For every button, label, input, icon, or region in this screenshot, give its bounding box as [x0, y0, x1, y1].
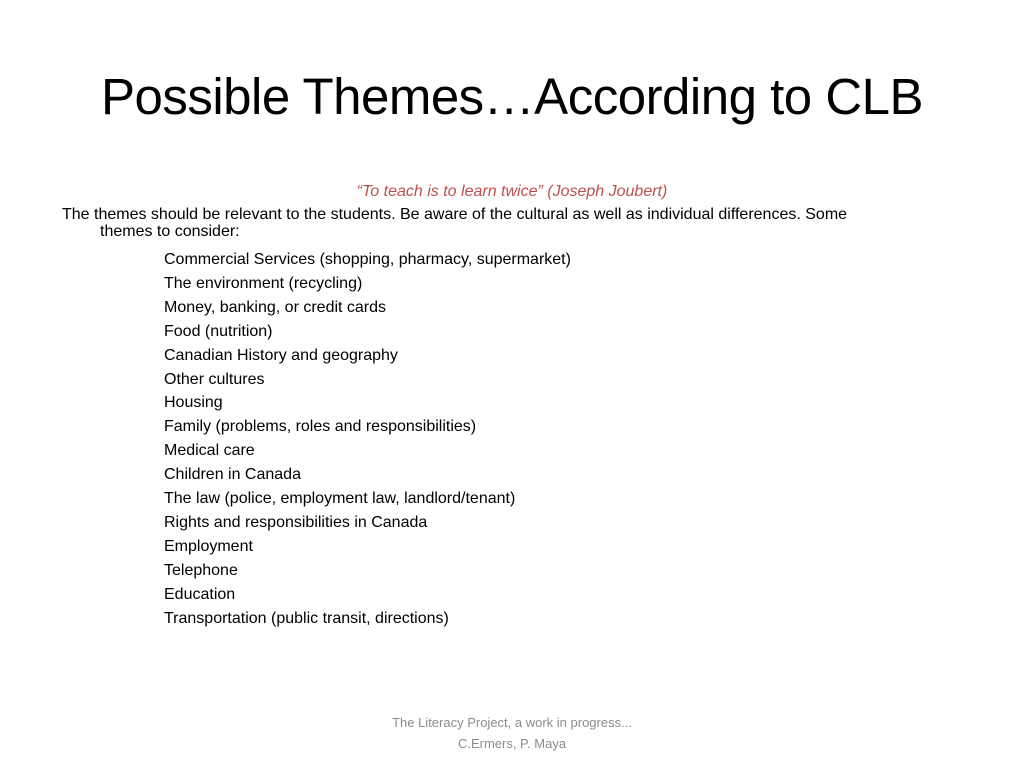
- theme-item: Telephone: [164, 561, 238, 579]
- slide-title: Possible Themes…According to CLB: [100, 68, 924, 125]
- theme-item: Transportation (public transit, directions): [164, 609, 449, 627]
- theme-item: Canadian History and geography: [164, 346, 398, 364]
- theme-item: Medical care: [164, 442, 255, 460]
- theme-item: Education: [164, 585, 236, 603]
- theme-item: The environment (recycling): [164, 274, 363, 292]
- theme-item: Children in Canada: [164, 466, 301, 484]
- themes-list: [164, 248, 571, 631]
- theme-item: Housing: [164, 394, 223, 412]
- theme-item: Employment: [164, 537, 253, 555]
- intro-line-1: The themes should be relevant to the students. Be aware of the cultural as well as individual differences. Some: [62, 206, 848, 223]
- theme-item: The law (police, employment law, landlord/tenant): [164, 490, 516, 508]
- quote: “To teach is to learn twice” (Joseph Joubert): [356, 183, 668, 200]
- theme-item: Family (problems, roles and responsibilities): [164, 418, 477, 436]
- footer-project: The Literacy Project, a work in progress...: [392, 715, 632, 730]
- theme-item: Other cultures: [164, 370, 265, 388]
- theme-item: Rights and responsibilities in Canada: [164, 513, 428, 531]
- footer-authors: C.Ermers, P. Maya: [457, 736, 567, 751]
- intro-line-2: themes to consider:: [100, 223, 240, 240]
- intro-paragraph: [62, 206, 967, 240]
- theme-item: Food (nutrition): [164, 322, 273, 340]
- theme-item: Commercial Services (shopping, pharmacy, supermarket): [164, 251, 571, 268]
- footer: [0, 712, 1024, 754]
- theme-item: Money, banking, or credit cards: [164, 298, 387, 316]
